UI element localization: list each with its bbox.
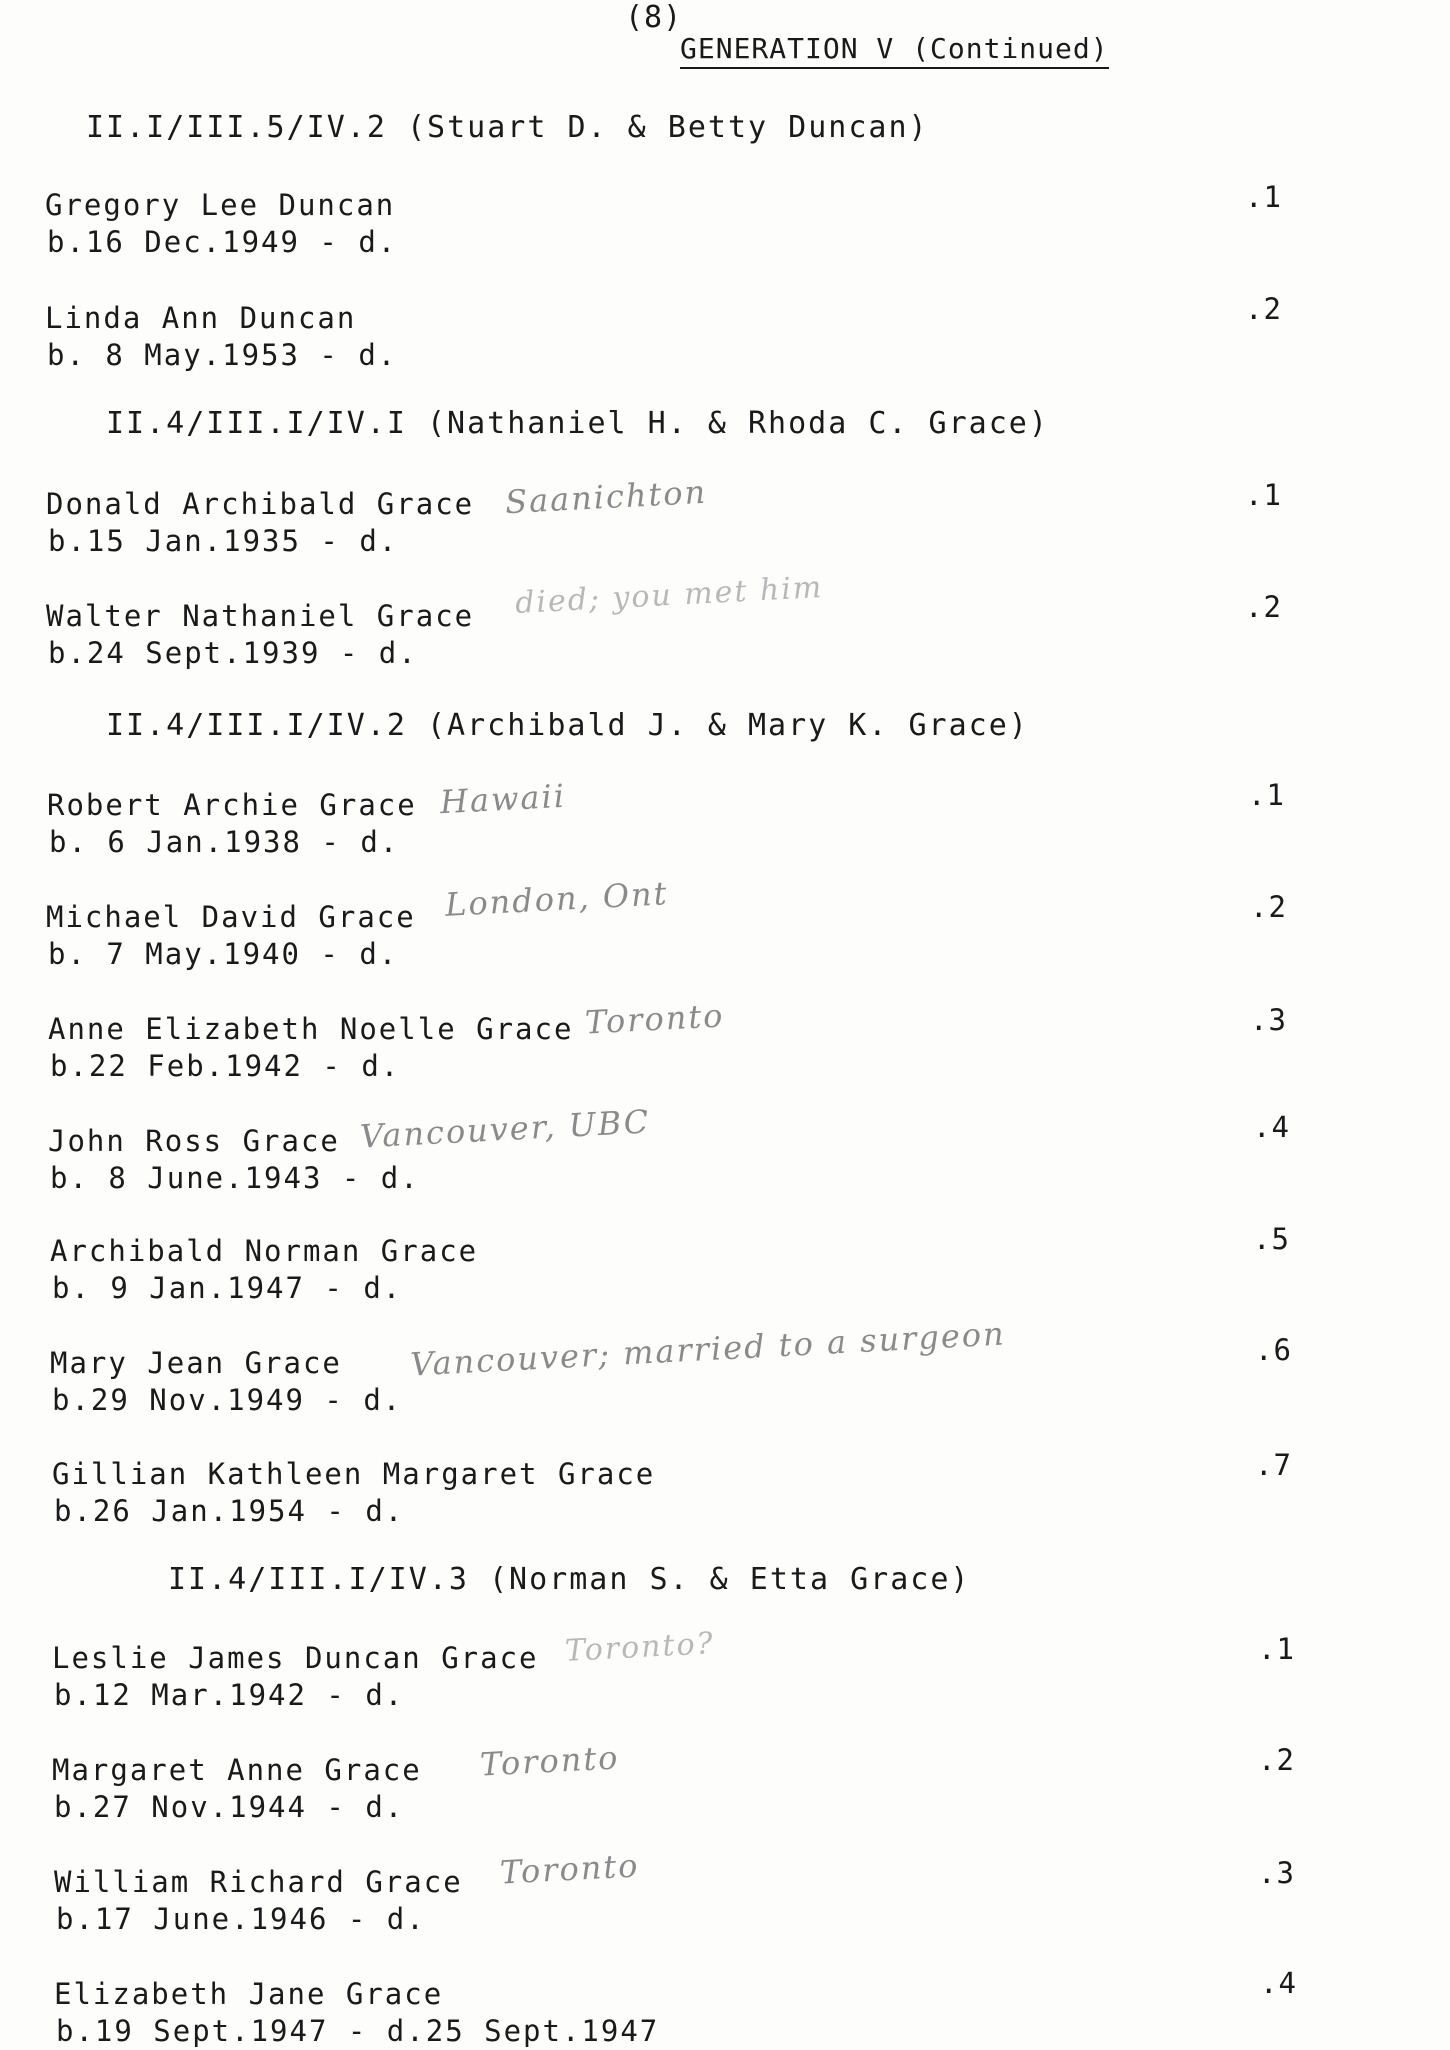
family-header: II.I/III.5/IV.2 (Stuart D. & Betty Duncan) (86, 110, 929, 145)
person-dates: b. 8 May.1953 - d. (47, 338, 398, 372)
entry-number: .4 (1260, 1966, 1297, 2000)
entry-number: .2 (1245, 590, 1282, 624)
person-name: Walter Nathaniel Grace (46, 599, 475, 633)
entry-number: .7 (1255, 1448, 1292, 1482)
entry-number: .1 (1245, 478, 1282, 512)
entry-number: .4 (1253, 1110, 1290, 1144)
entry (52, 1752, 422, 1826)
person-name: John Ross Grace (48, 1124, 340, 1158)
handwritten-note: Vancouver, UBC (359, 1102, 652, 1156)
entry (50, 1345, 402, 1419)
entry (54, 1864, 463, 1938)
person-dates: b.16 Dec.1949 - d. (47, 225, 398, 259)
entry-number: .1 (1258, 1632, 1295, 1666)
entry (50, 1233, 478, 1307)
entry-number: .1 (1245, 180, 1282, 214)
handwritten-note: Saanichton (504, 472, 709, 522)
entry (47, 787, 417, 861)
entry (52, 1456, 655, 1530)
entry-number: .5 (1253, 1222, 1290, 1256)
person-name: Mary Jean Grace (50, 1346, 342, 1380)
family-header: II.4/III.I/IV.3 (Norman S. & Etta Grace) (168, 1562, 971, 1597)
entry-number: .2 (1250, 890, 1287, 924)
handwritten-note: died; you met him (514, 569, 825, 622)
person-dates: b.27 Nov.1944 - d. (54, 1790, 405, 1824)
person-name: Gillian Kathleen Margaret Grace (52, 1457, 656, 1491)
person-name: Margaret Anne Grace (52, 1753, 422, 1787)
person-dates: b.19 Sept.1947 - d.25 Sept.1947 (56, 2014, 660, 2048)
person-name: Michael David Grace (46, 900, 416, 934)
person-dates: b.12 Mar.1942 - d. (54, 1678, 405, 1712)
person-name: Linda Ann Duncan (45, 301, 357, 335)
entry-number: .3 (1258, 1856, 1295, 1890)
person-dates: b.17 June.1946 - d. (56, 1902, 426, 1936)
person-dates: b. 7 May.1940 - d. (48, 937, 399, 971)
entry (46, 899, 416, 973)
person-dates: b. 9 Jan.1947 - d. (52, 1271, 403, 1305)
entry (48, 1011, 573, 1085)
person-dates: b. 6 Jan.1938 - d. (49, 825, 400, 859)
person-name: Archibald Norman Grace (50, 1234, 479, 1268)
entry-number: .2 (1245, 292, 1282, 326)
entry-number: .2 (1258, 1743, 1295, 1777)
handwritten-note: London, Ont (444, 874, 670, 924)
person-name: Gregory Lee Duncan (45, 188, 396, 222)
handwritten-note: Vancouver; married to a surgeon (409, 1314, 1007, 1384)
entry (46, 598, 474, 672)
handwritten-note: Toronto (499, 1846, 641, 1892)
person-name: Anne Elizabeth Noelle Grace (48, 1012, 574, 1046)
handwritten-note: Hawaii (439, 776, 567, 822)
handwritten-note: Toronto (479, 1738, 621, 1784)
entry (46, 486, 474, 560)
person-dates: b. 8 June.1943 - d. (50, 1161, 420, 1195)
page-title: GENERATION V (Continued) (680, 32, 1109, 69)
family-header: II.4/III.I/IV.I (Nathaniel H. & Rhoda C. Grace) (106, 406, 1049, 441)
person-dates: b.26 Jan.1954 - d. (54, 1494, 405, 1528)
person-dates: b.22 Feb.1942 - d. (50, 1049, 401, 1083)
person-name: Leslie James Duncan Grace (52, 1641, 539, 1675)
entry (54, 1976, 659, 2050)
entry-number: .1 (1248, 778, 1285, 812)
person-dates: b.24 Sept.1939 - d. (48, 636, 418, 670)
page-number: (8) (625, 0, 683, 35)
handwritten-note: Toronto? (564, 1626, 716, 1669)
entry-number: .6 (1255, 1333, 1292, 1367)
entry (45, 300, 397, 374)
entry (45, 187, 397, 261)
entry (52, 1640, 539, 1714)
person-name: Robert Archie Grace (47, 788, 417, 822)
entry-number: .3 (1250, 1003, 1287, 1037)
handwritten-note: Toronto (584, 996, 726, 1042)
person-name: William Richard Grace (54, 1865, 463, 1899)
person-dates: b.29 Nov.1949 - d. (52, 1383, 403, 1417)
person-name: Elizabeth Jane Grace (54, 1977, 444, 2011)
family-header: II.4/III.I/IV.2 (Archibald J. & Mary K. Grace) (106, 708, 1029, 743)
person-dates: b.15 Jan.1935 - d. (48, 524, 399, 558)
person-name: Donald Archibald Grace (46, 487, 475, 521)
